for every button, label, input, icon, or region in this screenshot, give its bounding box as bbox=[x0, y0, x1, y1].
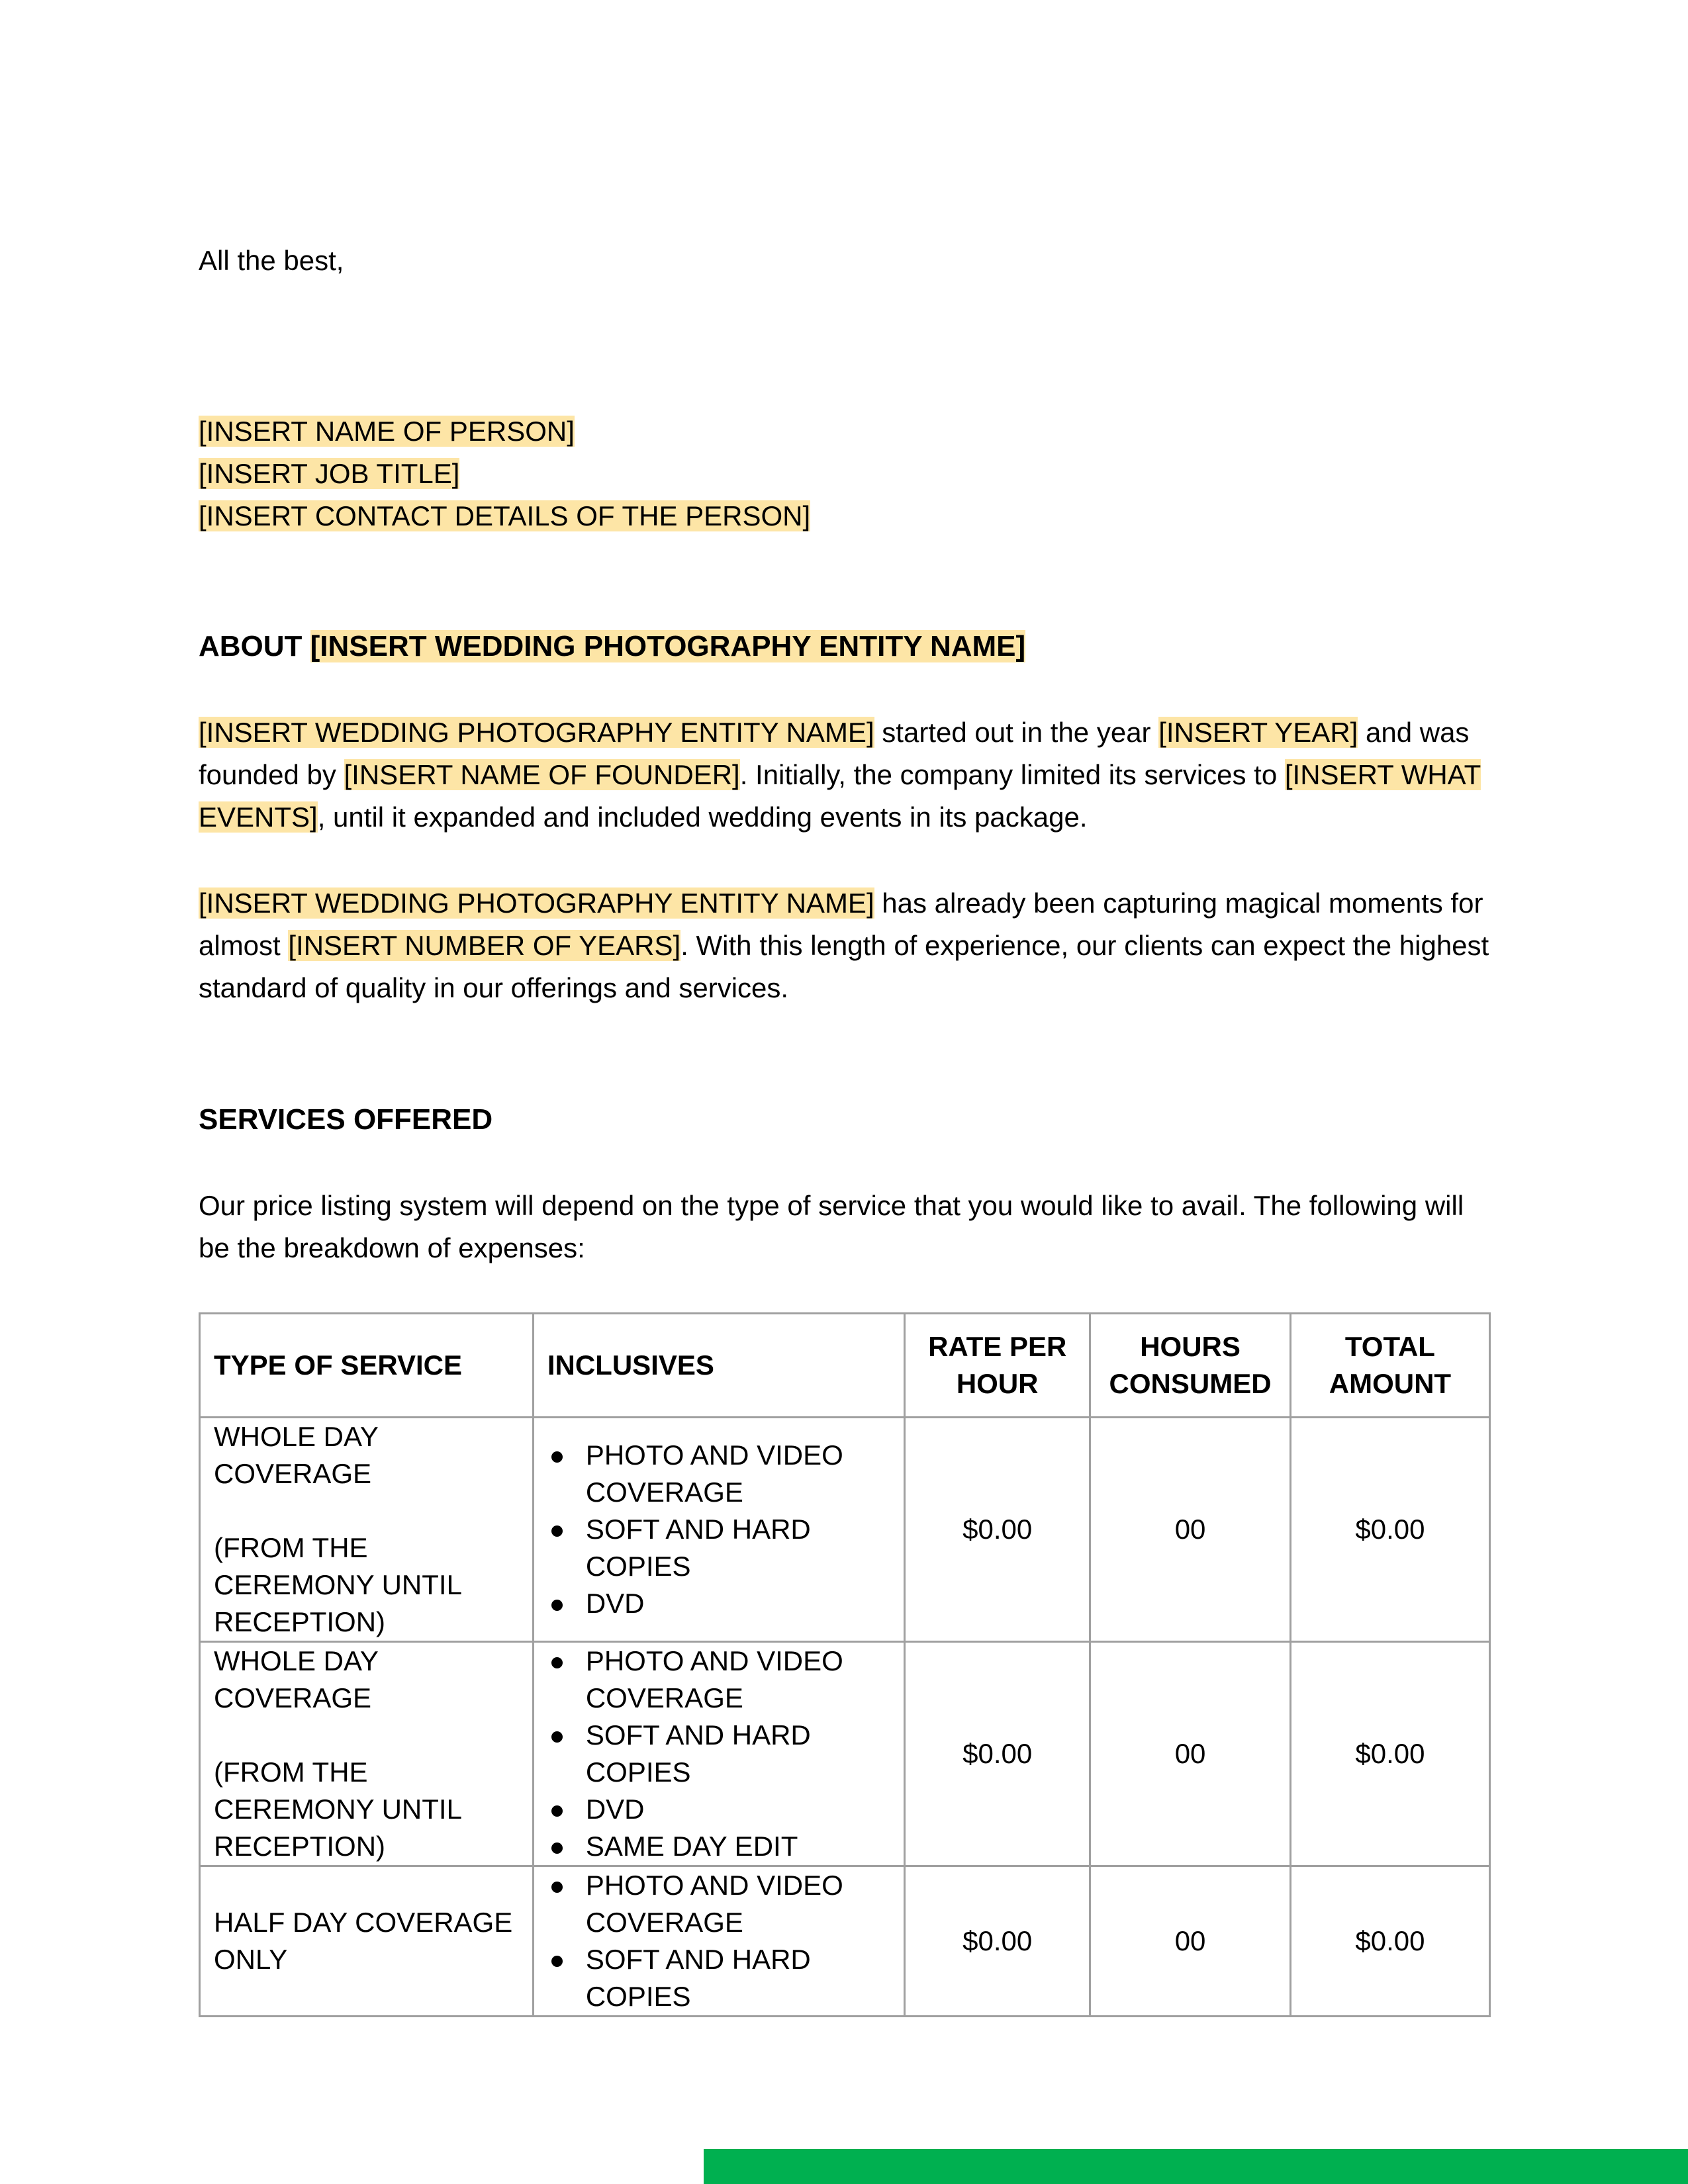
table-header-row bbox=[200, 1314, 1490, 1418]
list-item: DVD bbox=[547, 1585, 890, 1622]
signature-block bbox=[199, 410, 1496, 537]
about-p2-text-1: has already been capturing magical moments for almost bbox=[199, 887, 1483, 961]
about-heading-placeholder: [INSERT WEDDING PHOTOGRAPHY ENTITY NAME] bbox=[310, 630, 1026, 662]
hours-cell: 00 bbox=[1090, 1418, 1291, 1642]
service-note: (FROM THE CEREMONY UNTIL RECEPTION) bbox=[214, 1756, 461, 1862]
rate-cell: $0.00 bbox=[905, 1866, 1090, 2017]
hours-cell: 00 bbox=[1090, 1866, 1291, 2017]
header-hours-consumed: HOURS CONSUMED bbox=[1090, 1314, 1291, 1418]
table-row bbox=[200, 1418, 1490, 1642]
list-item: PHOTO AND VIDEO COVERAGE bbox=[547, 1437, 890, 1511]
list-item: PHOTO AND VIDEO COVERAGE bbox=[547, 1867, 890, 1941]
table-row bbox=[200, 1866, 1490, 2017]
year-placeholder: [INSERT YEAR] bbox=[1158, 717, 1358, 748]
about-p2-text-2: . With this length of experience, our clients can expect the highest standard of quality in our offerings and services. bbox=[199, 930, 1489, 1003]
header-type-of-service: TYPE OF SERVICE bbox=[200, 1314, 534, 1418]
events-placeholder: [INSERT WHAT EVENTS] bbox=[199, 759, 1481, 833]
total-cell: $0.00 bbox=[1290, 1418, 1489, 1642]
table-row bbox=[200, 1642, 1490, 1866]
service-title: WHOLE DAY COVERAGE bbox=[214, 1645, 379, 1713]
about-p1-text-1: started out in the year bbox=[874, 717, 1159, 748]
total-cell: $0.00 bbox=[1290, 1866, 1489, 2017]
footer-accent-bar bbox=[704, 2149, 1688, 2184]
entity-name-placeholder: [INSERT WEDDING PHOTOGRAPHY ENTITY NAME] bbox=[199, 887, 874, 919]
list-item: SOFT AND HARD COPIES bbox=[547, 1717, 890, 1791]
header-inclusives: INCLUSIVES bbox=[533, 1314, 904, 1418]
list-item: SOFT AND HARD COPIES bbox=[547, 1941, 890, 2015]
inclusives-cell bbox=[533, 1866, 904, 2017]
service-type-cell bbox=[200, 1866, 534, 2017]
about-heading bbox=[199, 625, 1496, 668]
service-type-cell bbox=[200, 1418, 534, 1642]
services-heading: SERVICES OFFERED bbox=[199, 1103, 493, 1136]
years-placeholder: [INSERT NUMBER OF YEARS] bbox=[288, 930, 681, 961]
service-type-cell bbox=[200, 1642, 534, 1866]
entity-name-placeholder: [INSERT WEDDING PHOTOGRAPHY ENTITY NAME] bbox=[199, 717, 874, 748]
service-title: WHOLE DAY COVERAGE bbox=[214, 1421, 379, 1489]
list-item: PHOTO AND VIDEO COVERAGE bbox=[547, 1643, 890, 1717]
service-note: (FROM THE CEREMONY UNTIL RECEPTION) bbox=[214, 1532, 461, 1637]
signature-job-title: [INSERT JOB TITLE] bbox=[199, 458, 460, 489]
founder-placeholder: [INSERT NAME OF FOUNDER] bbox=[344, 759, 740, 790]
rate-cell: $0.00 bbox=[905, 1642, 1090, 1866]
list-item: SOFT AND HARD COPIES bbox=[547, 1511, 890, 1585]
about-paragraph-1 bbox=[199, 711, 1496, 839]
total-cell: $0.00 bbox=[1290, 1642, 1489, 1866]
about-p1-text-4: , until it expanded and included wedding events in its package. bbox=[317, 801, 1088, 833]
closing-line: All the best, bbox=[199, 245, 344, 276]
about-heading-prefix: ABOUT bbox=[199, 630, 310, 662]
services-intro: Our price listing system will depend on the type of service that you would like to avail. The following will be the breakdown of expenses: bbox=[199, 1190, 1464, 1263]
about-p1-text-2: and was founded by bbox=[199, 717, 1470, 790]
inclusives-cell bbox=[533, 1418, 904, 1642]
about-paragraph-2 bbox=[199, 882, 1496, 1009]
header-rate-per-hour: RATE PER HOUR bbox=[905, 1314, 1090, 1418]
signature-contact: [INSERT CONTACT DETAILS OF THE PERSON] bbox=[199, 500, 811, 531]
rate-cell: $0.00 bbox=[905, 1418, 1090, 1642]
list-item: DVD bbox=[547, 1791, 890, 1828]
hours-cell: 00 bbox=[1090, 1642, 1291, 1866]
service-title: HALF DAY COVERAGE ONLY bbox=[214, 1907, 513, 1975]
inclusives-cell bbox=[533, 1642, 904, 1866]
about-p1-text-3: . Initially, the company limited its services to bbox=[739, 759, 1285, 790]
pricing-table bbox=[199, 1312, 1491, 2017]
signature-name: [INSERT NAME OF PERSON] bbox=[199, 416, 575, 447]
list-item: SAME DAY EDIT bbox=[547, 1828, 890, 1865]
header-total-amount: TOTAL AMOUNT bbox=[1290, 1314, 1489, 1418]
